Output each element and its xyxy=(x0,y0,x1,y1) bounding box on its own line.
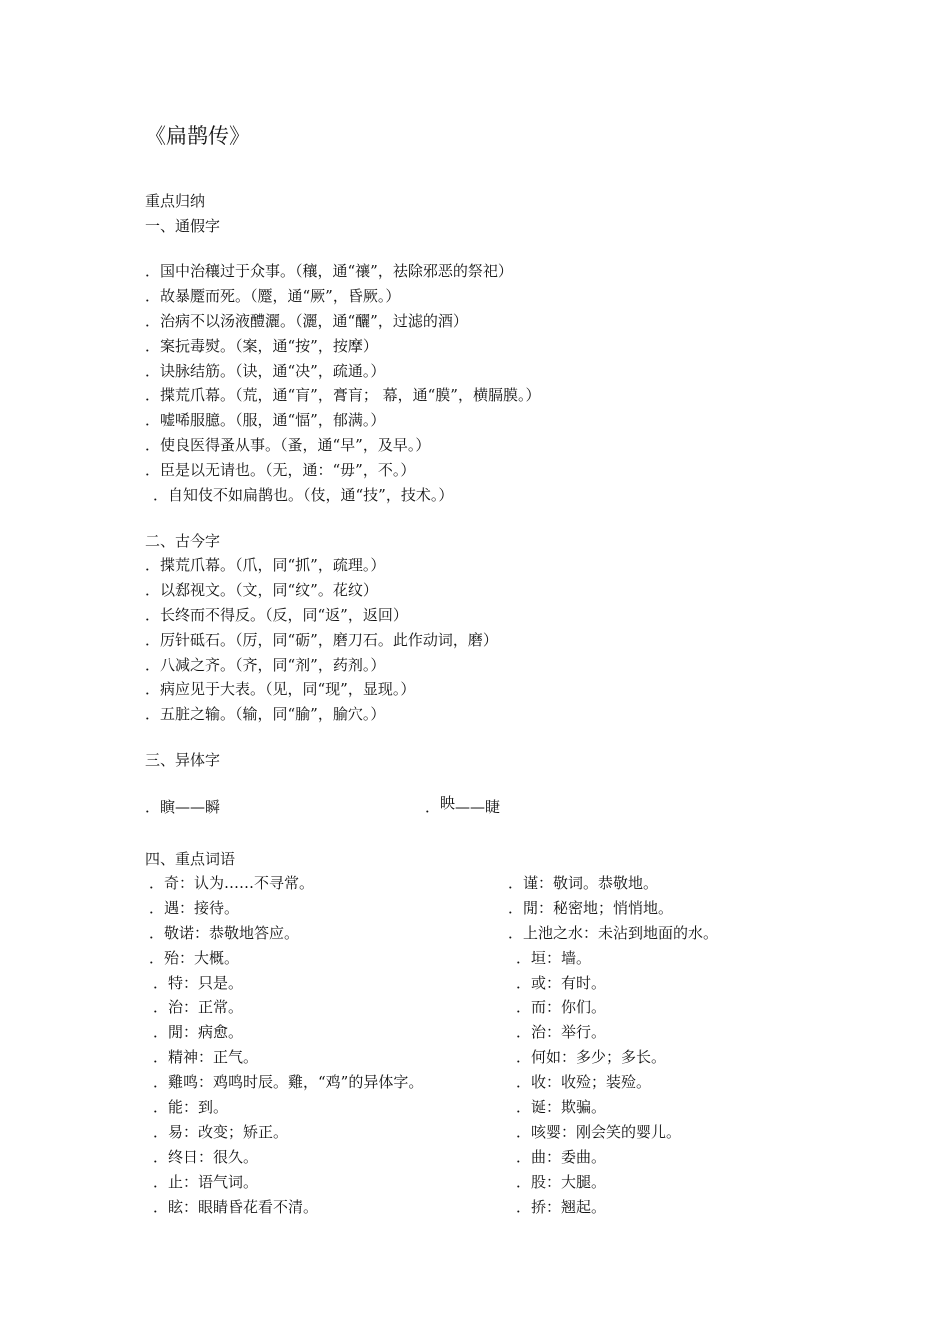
list-item: ．使良医得蚤从事。（蚤，通“早”，及早。） xyxy=(145,436,431,455)
yitizi-left: ．瞚——瞬 xyxy=(145,798,221,816)
yitizi-right-suffix: ——睫 xyxy=(455,798,501,816)
list-item: ．诀脉结筋。（诀，通“决”，疏通。） xyxy=(145,361,386,380)
list-item: ．閒：病愈。 xyxy=(153,1023,244,1042)
list-item: ．揲荒爪幕。（荒，通“肓”，膏肓； 幕，通“膜”，横膈膜。） xyxy=(145,386,541,405)
list-item: ．殆：大概。 xyxy=(149,948,240,967)
list-item: ．遇：接待。 xyxy=(149,898,240,917)
list-item: ．嘘唏服臆。（服，通“愊”，郁满。） xyxy=(145,411,386,430)
list-item: ．案抏毒熨。（案，通“按”，按摩） xyxy=(145,336,378,355)
list-item: ．厉针砥石。（厉，同“砺”，磨刀石。此作动词，磨） xyxy=(145,630,498,649)
list-item: ．谨：敬词。恭敬地。 xyxy=(508,874,659,892)
list-item: ．收：收殓；装殓。 xyxy=(516,1073,652,1092)
list-item: ．挢：翘起。 xyxy=(516,1197,607,1216)
list-item: ．五脏之输。（输，同“腧”，腧穴。） xyxy=(145,705,386,724)
list-item: ．而：你们。 xyxy=(516,998,607,1017)
list-item: ．国中治穰过于众事。（穰，通“禳”，祛除邪恶的祭祀） xyxy=(145,262,513,280)
section-heading-yitizi: 三、异体字 xyxy=(145,751,221,769)
list-item: ．特：只是。 xyxy=(153,973,244,992)
list-item: ．臣是以无请也。（无，通：“毋”，不。） xyxy=(145,461,416,480)
list-item: ．上池之水：未沾到地面的水。 xyxy=(508,923,719,942)
ciyu-left-list xyxy=(145,871,423,1219)
list-item: ．敬诺：恭敬地答应。 xyxy=(149,923,300,942)
list-item: ．揲荒爪幕。（爪，同“抓”，疏理。） xyxy=(145,556,386,574)
list-item: ．易：改变；矫正。 xyxy=(153,1122,289,1141)
list-item: ．垣：墙。 xyxy=(516,948,592,967)
list-item: ．精神：正气。 xyxy=(153,1048,259,1067)
list-item: ．何如：多少；多长。 xyxy=(516,1048,667,1067)
yitizi-right-prefix: ． xyxy=(425,798,441,816)
list-item: ．故暴蹷而死。（蹷，通“厥”，昏厥。） xyxy=(145,286,401,305)
section-heading-ciyu: 四、重点词语 xyxy=(145,850,236,868)
summary-heading: 重点归纳 xyxy=(145,192,206,210)
list-item: ．止：语气词。 xyxy=(153,1172,259,1191)
list-item: ．八减之齐。（齐，同“剂”，药剂。） xyxy=(145,655,386,674)
list-item: ．或：有时。 xyxy=(516,973,607,992)
list-item: ．自知伎不如扁鹊也。（伎，通“技”，技术。） xyxy=(153,486,454,505)
list-item: ．终日：很久。 xyxy=(153,1147,259,1166)
list-item: ．诞：欺骗。 xyxy=(516,1098,607,1117)
list-item: ．治：举行。 xyxy=(516,1023,607,1042)
list-item: ．奇：认为……不寻常。 xyxy=(149,874,315,892)
tongjiazi-list xyxy=(145,259,540,508)
list-item: ．眩：眼睛昏花看不清。 xyxy=(153,1197,319,1216)
ciyu-right-list xyxy=(508,871,718,1219)
yitizi-right-char: 眏 xyxy=(440,794,456,812)
section-heading-tongjiazi: 一、通假字 xyxy=(145,217,221,235)
list-item: ．长终而不得反。（反，同“返”，返回） xyxy=(145,605,408,624)
list-item: ．病应见于大表。（见，同“现”，显现。） xyxy=(145,680,416,699)
list-item: ．閒：秘密地；悄悄地。 xyxy=(508,898,674,917)
list-item: ．雞鸣：鸡鸣时辰。雞，“鸡”的异体字。 xyxy=(153,1073,424,1092)
list-item: ．咳婴：刚会笑的婴儿。 xyxy=(516,1122,682,1141)
section-heading-gujinzi: 二、古今字 xyxy=(145,532,221,550)
yitizi-right xyxy=(425,796,500,817)
list-item: ．能：到。 xyxy=(153,1098,229,1117)
list-item: ．曲：委曲。 xyxy=(516,1147,607,1166)
list-item: ．治：正常。 xyxy=(153,998,244,1017)
gujinzi-list xyxy=(145,553,498,727)
list-item: ．以郄视文。（文，同“纹”。花纹） xyxy=(145,580,378,599)
list-item: ．治病不以汤液醴灑。（灑，通“釃”，过滤的酒） xyxy=(145,311,468,330)
list-item: ．股：大腿。 xyxy=(516,1172,607,1191)
page-title: 《扁鹊传》 xyxy=(145,124,250,148)
